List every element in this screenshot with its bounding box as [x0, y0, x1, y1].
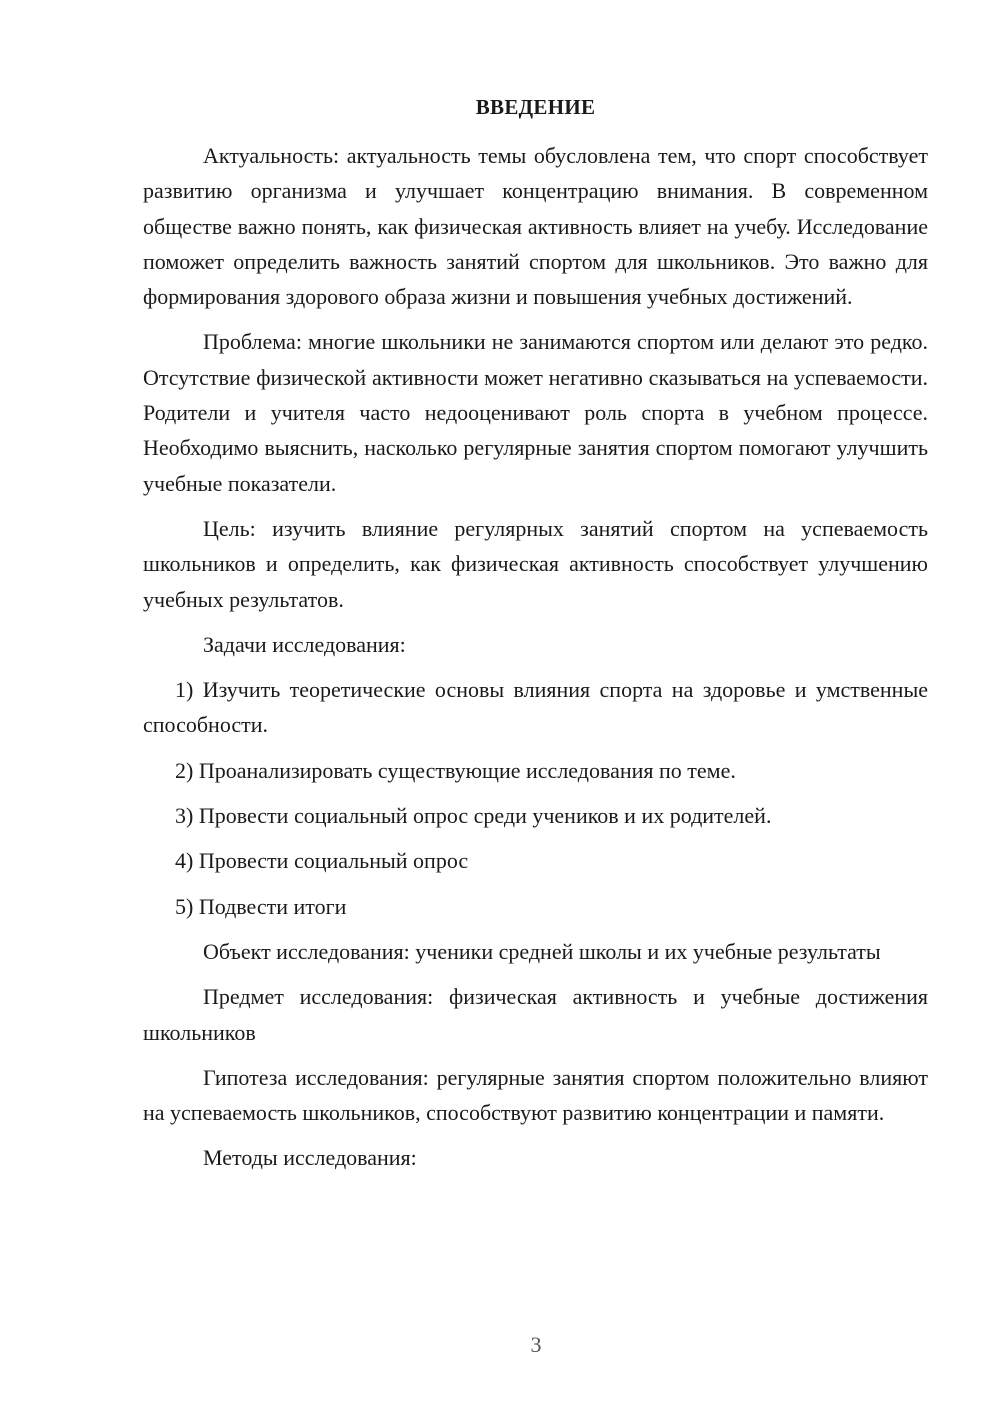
relevance-paragraph: Актуальность: актуальность темы обусловлена тем, что спорт способствует развитию организма и улучшает концентрацию внимания. В современном обществе важно понять, как физическая активность влияет на учебу. Исследование поможет определить важность занятий спортом для школьников. Это важно для формирования здорового образа жизни и повышения учебных достижений. [143, 143, 928, 310]
task-item: 4) Провести социальный опрос [175, 848, 469, 874]
task-item: 1) Изучить теоретические основы влияния спорта на здоровье и умственные способности. [143, 677, 928, 738]
page-number: 3 [530, 1332, 542, 1357]
research-object-paragraph: Объект исследования: ученики средней школы и их учебные результаты [203, 938, 881, 964]
problem-paragraph: Проблема: многие школьники не занимаются спортом или делают это редко. Отсутствие физической активности может негативно сказываться на успеваемости. Родители и учителя часто недооценивают роль спорта в учебном процессе. Необходимо выяснить, насколько регулярные занятия спортом помогают улучшить учебные показатели. [143, 329, 928, 496]
goal-paragraph: Цель: изучить влияние регулярных занятий спортом на успеваемость школьников и определить, как физическая активность способствует улучшению учебных результатов. [143, 515, 928, 612]
task-item: 3) Провести социальный опрос среди учеников и их родителей. [175, 803, 772, 829]
section-title: ВВЕДЕНИЕ [475, 95, 596, 119]
hypothesis-paragraph: Гипотеза исследования: регулярные занятия спортом положительно влияют на успеваемость школьников, способствуют развитию концентрации и памяти. [143, 1064, 928, 1126]
research-subject-paragraph: Предмет исследования: физическая активность и учебные достижения школьников [143, 984, 928, 1045]
document-page [143, 90, 928, 1186]
task-item: 2) Проанализировать существующие исследования по теме. [175, 757, 736, 783]
tasks-heading: Задачи исследования: [203, 631, 406, 657]
methods-heading: Методы исследования: [203, 1145, 417, 1171]
task-item: 5) Подвести итоги [175, 893, 347, 919]
